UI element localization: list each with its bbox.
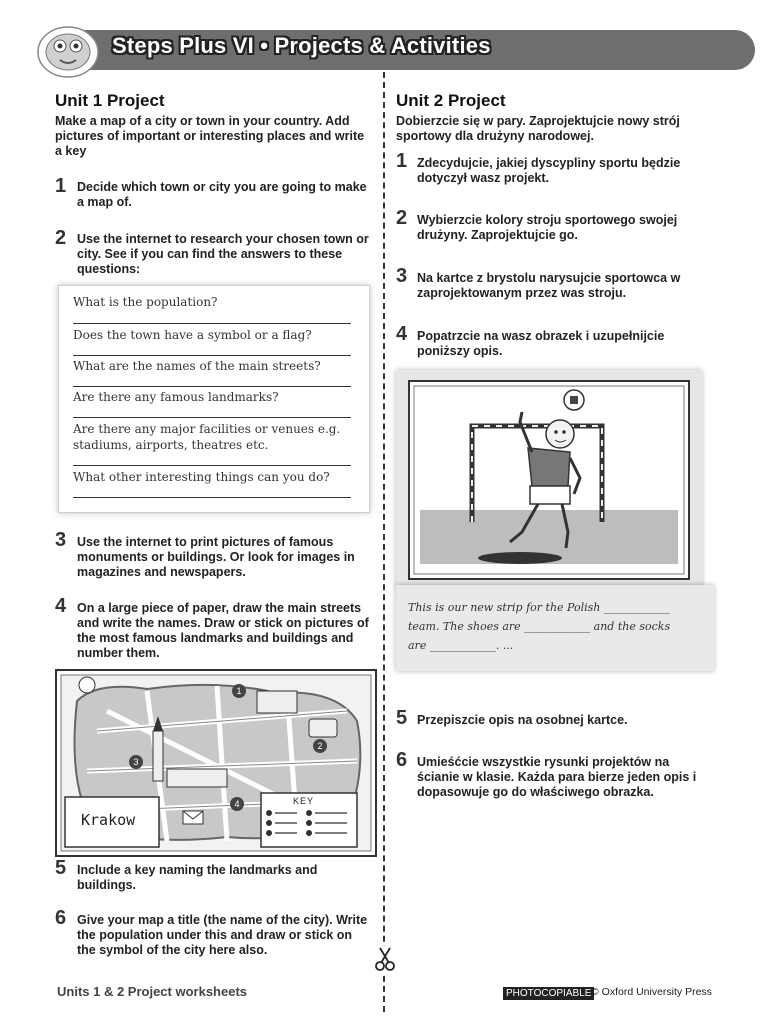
unit2-step-2-number: 2	[396, 207, 408, 229]
question-other-things: What other interesting things can you do?	[73, 470, 330, 484]
unit2-step-3-number: 3	[396, 265, 408, 287]
map-marker-4: 4	[230, 797, 244, 811]
answer-line	[73, 355, 351, 356]
answer-line	[73, 323, 351, 324]
unit1-intro: Make a map of a city or town in your country. Add pictures of important or interesting places and write a key	[55, 114, 365, 158]
map-city-label: Krakow	[81, 811, 136, 829]
caption-line-1: This is our new strip for the Polish ____________	[408, 601, 670, 614]
question-streets: What are the names of the main streets?	[73, 359, 321, 373]
unit2-step-1-number: 1	[396, 150, 408, 172]
unit2-step-5-text: Przepiszcie opis na osobnej kartce.	[417, 713, 628, 727]
cut-line-divider	[383, 72, 385, 1012]
unit1-step-5-text: Include a key naming the landmarks and buildings.	[77, 863, 318, 892]
unit2-title: Unit 2 Project	[396, 91, 506, 110]
unit2-step-4-number: 4	[396, 323, 408, 345]
unit1-step-4-number: 4	[55, 595, 67, 617]
question-symbol: Does the town have a symbol or a flag?	[73, 328, 312, 342]
question-population: What is the population?	[73, 295, 218, 309]
photocopiable-badge: PHOTOCOPIABLE	[503, 987, 594, 1000]
page-title: Steps Plus VI • Projects & Activities	[112, 33, 491, 58]
publisher-credit: © Oxford University Press	[591, 986, 712, 998]
caption-line-2: team. The shoes are ____________ and the socks	[408, 620, 671, 633]
city-map-illustration	[55, 669, 377, 857]
unit1-title: Unit 1 Project	[55, 91, 165, 110]
unit2-step-2-text: Wybierzcie kolory stroju sportowego swojej drużyny. Zaprojektujcie go.	[417, 213, 678, 242]
unit1-step-5-number: 5	[55, 857, 67, 879]
map-marker-3: 3	[129, 755, 143, 769]
unit1-step-3-number: 3	[55, 529, 67, 551]
caption-line-3: are ____________. ...	[408, 639, 514, 652]
unit1-step-2-number: 2	[55, 227, 67, 249]
map-key-label: KEY	[293, 796, 315, 806]
unit2-step-6-text: Umieśćcie wszystkie rysunki projektów na ścianie w klasie. Każda para bierze jeden opis i dopasowuje go do właściwego obrazka.	[417, 755, 697, 799]
question-landmarks: Are there any famous landmarks?	[73, 390, 279, 404]
answer-line	[73, 465, 351, 466]
unit2-step-1-text: Zdecydujcie, jakiej dyscypliny sportu będzie dotyczył wasz projekt.	[417, 156, 681, 185]
footballer-drawing	[410, 382, 688, 578]
unit2-step-6-number: 6	[396, 749, 408, 771]
unit1-step-2-text: Use the internet to research your chosen town or city. See if you can find the answers to these questions:	[77, 232, 369, 276]
unit2-step-3-text: Na kartce z brystolu narysujcie sportowca w zaprojektowanym przez was stroju.	[417, 271, 681, 300]
unit1-step-1-text: Decide which town or city you are going to make a map of.	[77, 180, 367, 209]
question-facilities: Are there any major facilities or venues e.g. stadiums, airports, theatres etc.	[73, 422, 341, 452]
answer-line	[73, 417, 351, 418]
scissors-icon	[374, 946, 396, 972]
answer-line	[73, 386, 351, 387]
unit1-step-6-text: Give your map a title (the name of the city). Write the population under this and draw or stick on the symbol of the city here also.	[77, 913, 368, 957]
unit2-step-5-number: 5	[396, 707, 408, 729]
footballer-illustration	[408, 380, 690, 580]
mascot-logo-icon	[36, 24, 100, 78]
map-marker-1: 1	[232, 684, 246, 698]
unit1-step-3-text: Use the internet to print pictures of famous monuments or buildings. Or look for images in magazines and newspapers.	[77, 535, 355, 579]
unit1-step-6-number: 6	[55, 907, 67, 929]
unit2-step-4-text: Popatrzcie na wasz obrazek i uzupełnijcie poniższy opis.	[417, 329, 665, 358]
answer-line	[73, 497, 351, 498]
unit1-step-1-number: 1	[55, 175, 67, 197]
footer-worksheet-label: Units 1 & 2 Project worksheets	[57, 984, 248, 999]
unit1-step-4-text: On a large piece of paper, draw the main streets and write the names. Draw or stick on pictures of the most famous landmarks and buildings and number them.	[77, 601, 369, 660]
unit2-intro: Dobierzcie się w pary. Zaprojektujcie nowy strój sportowy dla drużyny narodowej.	[396, 114, 680, 143]
map-marker-2: 2	[313, 739, 327, 753]
